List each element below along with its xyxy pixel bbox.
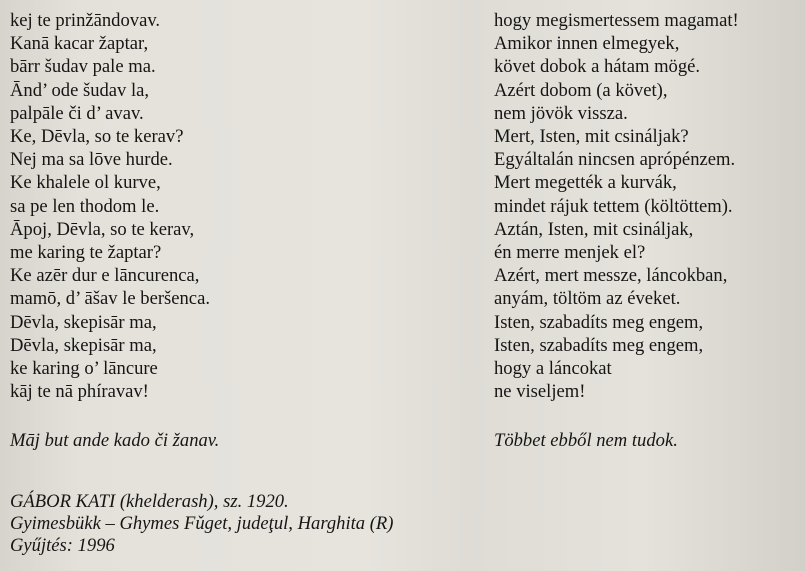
hungarian-line: Amikor innen elmegyek, [494, 33, 680, 55]
hungarian-line: követ dobok a hátam mögé. [494, 56, 701, 78]
romani-line: Ānd’ ode šudav la, [10, 79, 150, 101]
hungarian-line: nem jövök vissza. [494, 102, 628, 124]
hungarian-line: Azért dobom (a követ), [494, 79, 668, 101]
hungarian-column [494, 9, 794, 453]
hungarian-closing-line: Többet ebből nem tudok. [494, 430, 678, 452]
romani-line: kāj te nā phíravav! [10, 381, 149, 403]
hungarian-line: anyám, töltöm az éveket. [494, 288, 681, 310]
romani-line: Dēvla, skepisār ma, [10, 311, 157, 333]
hungarian-line: Isten, szabadíts meg engem, [494, 334, 704, 356]
romani-line: Āpoj, Dēvla, so te kerav, [10, 218, 195, 240]
hungarian-line: Mert megették a kurvák, [494, 172, 677, 194]
romani-line: Dēvla, skepisār ma, [10, 334, 157, 356]
romani-line: Ke, Dēvla, so te kerav? [10, 126, 184, 148]
romani-line: me karing te žaptar? [10, 242, 162, 264]
romani-line: Ke khalele ol kurve, [10, 172, 161, 194]
hungarian-line: hogy a láncokat [494, 358, 612, 380]
hungarian-line: én merre menjek el? [494, 242, 646, 264]
romani-line: ke karing o’ lāncure [10, 358, 158, 380]
romani-line: Kanā kacar žaptar, [10, 33, 149, 55]
performer-credit: GÁBOR KATI (khelderash), sz. 1920. [10, 491, 289, 512]
romani-line: palpāle či d’ avav. [10, 102, 144, 124]
romani-closing-line: Māj but ande kado či žanav. [10, 430, 220, 452]
romani-line: Nej ma sa lōve hurde. [10, 149, 173, 171]
hungarian-line: Egyáltalán nincsen aprópénzem. [494, 149, 736, 171]
hungarian-line: hogy megismertessem magamat! [494, 10, 739, 31]
romani-column [10, 9, 480, 453]
romani-line: kej te prinžāndovav. [10, 10, 161, 31]
hungarian-line: Isten, szabadíts meg engem, [494, 311, 704, 333]
hungarian-line: Aztán, Isten, mit csináljak, [494, 218, 694, 240]
credits-block [10, 491, 394, 557]
collection-date: Gyűjtés: 1996 [10, 535, 115, 556]
hungarian-line: ne viseljem! [494, 381, 586, 403]
hungarian-line: Azért, mert messze, láncokban, [494, 265, 728, 287]
hungarian-line: mindet rájuk tettem (költöttem). [494, 195, 733, 217]
romani-line: bārr šudav pale ma. [10, 56, 156, 78]
romani-line: sa pe len thodom le. [10, 195, 160, 217]
hungarian-line: Mert, Isten, mit csináljak? [494, 126, 689, 148]
romani-line: mamō, d’ āšav le beršenca. [10, 288, 210, 310]
place-credit: Gyimesbükk – Ghymes Fǔget, judeţul, Harghita (R) [10, 513, 394, 534]
romani-line: Ke azēr dur e lāncurenca, [10, 265, 200, 287]
